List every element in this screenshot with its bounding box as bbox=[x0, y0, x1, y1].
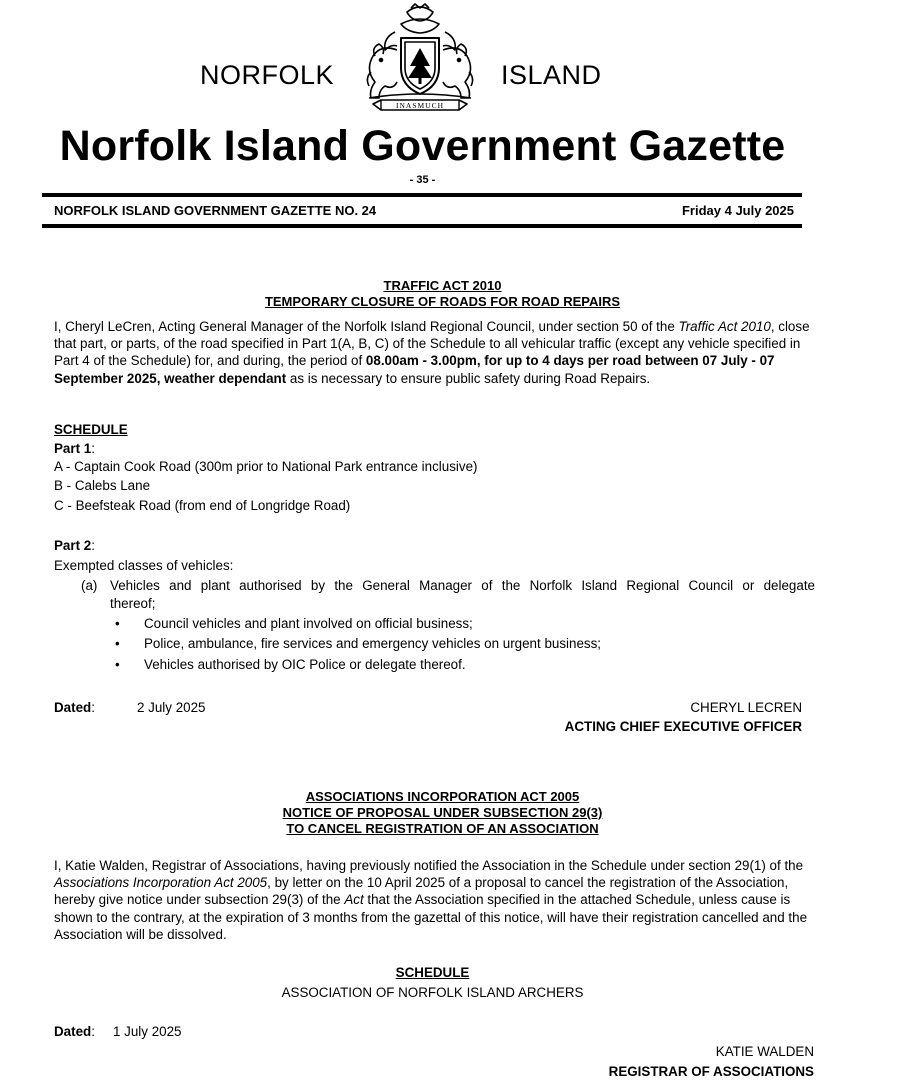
list-item bbox=[115, 655, 466, 675]
page-number: - 35 - bbox=[409, 174, 436, 186]
masthead-top-rule bbox=[42, 193, 802, 197]
gazette-number: NORFOLK ISLAND GOVERNMENT GAZETTE NO. 24 bbox=[54, 203, 377, 218]
part1-road-a: A - Captain Cook Road (300m prior to National Park entrance inclusive) bbox=[54, 459, 478, 474]
notice2-body bbox=[54, 857, 819, 943]
gazette-info-line bbox=[54, 203, 794, 218]
notice2-signatory-title: REGISTRAR OF ASSOCIATIONS bbox=[608, 1064, 814, 1079]
bullet-icon: • bbox=[115, 636, 120, 651]
notice2-body-text-1: I, Katie Walden, Registrar of Associations, having previously notified the Association in the Schedule under section 29(1) of the bbox=[54, 858, 804, 873]
masthead-bottom-rule bbox=[42, 224, 802, 228]
notice1-body-text-2: , close that part, or parts, of the road specified in Part 1(A, B, C) of the Schedule to all vehicular traffic (except any vehicle specified in Part 4 of the Schedule) for, and during, the period of bbox=[54, 319, 810, 369]
gazette-date: Friday 4 July 2025 bbox=[681, 203, 794, 218]
part2-a-label: (a) bbox=[81, 578, 98, 593]
notice1-part2-label: Part 2: bbox=[54, 538, 95, 553]
crest-motto: INASMUCH bbox=[395, 101, 445, 110]
bullet-text: Police, ambulance, fire services and emergency vehicles on urgent business; bbox=[144, 636, 602, 651]
notice1-heading-act: TRAFFIC ACT 2010 bbox=[383, 278, 502, 293]
notice2-association-name: ASSOCIATION OF NORFOLK ISLAND ARCHERS bbox=[281, 985, 584, 1000]
part2-a-line2: thereof; bbox=[110, 596, 156, 611]
part2-label-text: Part 2 bbox=[54, 538, 92, 553]
notice1-signatory-name: CHERYL LECREN bbox=[690, 700, 802, 715]
bullet-text: Vehicles authorised by OIC Police or delegate thereof. bbox=[144, 657, 466, 672]
part1-road-c: C - Beefsteak Road (from end of Longridge Road) bbox=[54, 498, 351, 513]
notice1-body-text-1: I, Cheryl LeCren, Acting General Manager of the Norfolk Island Regional Council, under section 50 of the bbox=[54, 319, 679, 334]
notice2-dated-label: Dated: bbox=[54, 1024, 95, 1039]
bullet-icon: • bbox=[115, 616, 120, 631]
notice2-heading-proposal: NOTICE OF PROPOSAL UNDER SUBSECTION 29(3) bbox=[282, 805, 603, 820]
notice2-body-text-3: that the Association specified in the attached Schedule, unless cause is shown to the contrary, at the expiration of 3 months from the gazettal of this notice, will have their registration cancelled and the Association will be dissolved. bbox=[54, 892, 808, 942]
part1-label-text: Part 1 bbox=[54, 441, 92, 456]
notice2-heading-cancel: TO CANCEL REGISTRATION OF AN ASSOCIATION bbox=[286, 821, 599, 836]
coat-of-arms-crest-icon bbox=[355, 2, 485, 114]
notice1-heading-title: TEMPORARY CLOSURE OF ROADS FOR ROAD REPAIRS bbox=[264, 294, 621, 309]
gazette-title: Norfolk Island Government Gazette bbox=[59, 122, 786, 170]
notice1-body bbox=[54, 318, 819, 387]
notice1-body-text-3: as is necessary to ensure public safety during Road Repairs. bbox=[286, 370, 651, 386]
list-item bbox=[115, 634, 601, 654]
notice2-body-act: Associations Incorporation Act 2005 bbox=[54, 875, 268, 891]
part2-a-line1: Vehicles and plant authorised by the General Manager of the Norfolk Island Regional Council or delegate bbox=[110, 578, 815, 593]
dated-label-text: Dated bbox=[54, 1024, 92, 1039]
notice2-dated-value: 1 July 2025 bbox=[113, 1024, 182, 1039]
notice1-schedule-heading: SCHEDULE bbox=[54, 422, 128, 437]
part2-intro: Exempted classes of vehicles: bbox=[54, 558, 234, 573]
notice1-dated-value: 2 July 2025 bbox=[137, 700, 206, 715]
list-item bbox=[115, 614, 473, 634]
notice1-dated-label: Dated: bbox=[54, 700, 95, 715]
notice1-part1-label: Part 1: bbox=[54, 441, 95, 456]
banner-right-word: ISLAND bbox=[501, 60, 602, 90]
notice2-body-act-short: Act bbox=[344, 892, 364, 908]
notice2-heading-act: ASSOCIATIONS INCORPORATION ACT 2005 bbox=[305, 789, 580, 804]
notice2-signatory-name: KATIE WALDEN bbox=[715, 1044, 814, 1059]
notice1-body-act: Traffic Act 2010 bbox=[678, 319, 771, 334]
part1-road-b: B - Calebs Lane bbox=[54, 478, 151, 493]
notice1-body-period: 08.00am - 3.00pm, for up to 4 days per road between 07 July - 07 September 2025, weather dependant bbox=[54, 353, 775, 386]
bullet-text: Council vehicles and plant involved on official business; bbox=[144, 616, 473, 631]
banner-left-word: NORFOLK bbox=[200, 60, 335, 90]
notice1-signatory-title: ACTING CHIEF EXECUTIVE OFFICER bbox=[564, 719, 802, 734]
dated-label-text: Dated bbox=[54, 700, 92, 715]
bullet-icon: • bbox=[115, 657, 120, 672]
notice2-body-text-2: , by letter on the 10 April 2025 of a proposal to cancel the registration of the Association, hereby give notice under subsection 29(3) of the bbox=[54, 875, 789, 908]
notice2-schedule-heading: SCHEDULE bbox=[395, 965, 470, 980]
